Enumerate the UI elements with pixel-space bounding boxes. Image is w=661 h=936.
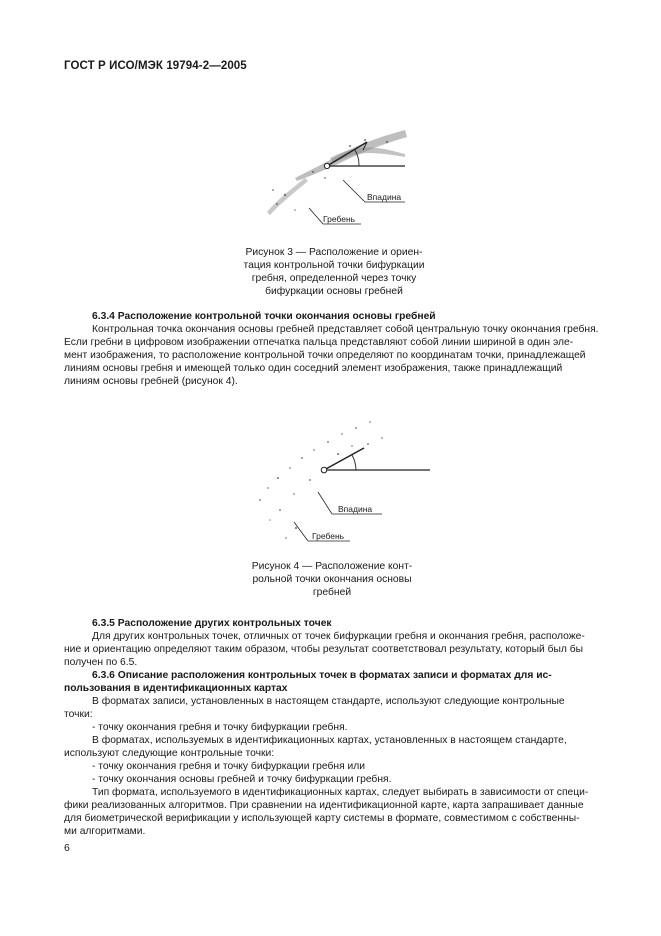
text-line: Тип формата, используемого в идентификационных картах, следует выбирать в зависимости от специ- <box>92 787 589 798</box>
figure-3-diagram <box>255 120 430 240</box>
text-line: линиям основы гребней (рисунок 4). <box>64 376 238 387</box>
figure-3-caption <box>240 246 428 298</box>
list-item: - точку окончания гребня и точку бифуркации гребня. <box>92 722 348 733</box>
document-header: ГОСТ Р ИСО/МЭК 19794-2—2005 <box>64 60 247 72</box>
text-line: точки: <box>64 709 93 720</box>
section-6-3-6-heading-line2: пользования в идентификационных картах <box>64 683 288 694</box>
text-line: Для других контрольных точек, отличных от точек бифуркации гребня и окончания гребня, расположе- <box>92 631 585 642</box>
text-line: В форматах записи, установленных в настоящем стандарте, используют следующие контрольные <box>92 696 565 707</box>
figure-3-caption-line: Рисунок 3 — Расположение и ориен- <box>245 247 423 258</box>
text-line: ние и ориентацию определяют таким образом, чтобы результат соответствовал результату, который был бы <box>64 644 584 655</box>
text-line: В форматах, используемых в идентификационных картах, установленных в настоящем стандарте, <box>92 735 567 746</box>
figure-3-svg <box>255 120 430 240</box>
section-6-3-5-heading: 6.3.5 Расположение других контрольных точек <box>92 618 332 629</box>
section-6-3-6-heading-line1: 6.3.6 Описание расположения контрольных точек в форматах записи и форматах для ис- <box>92 670 552 681</box>
figure-4-caption-line: рольной точки окончания основы <box>252 574 412 585</box>
text-line: фики реализованных алгоритмов. При сравнении на идентификационной карте, карта запрашивает данные <box>64 800 584 811</box>
figure-3-caption-line: гребня, определенной через точку <box>251 273 417 284</box>
section-6-3-6 <box>64 669 600 838</box>
text-line: линиям основы гребня и имеющей только один соседний элемент изображения, также принадлежащий <box>64 363 563 374</box>
section-6-3-4-heading: 6.3.4 Расположение контрольной точки окончания основы гребней <box>92 311 436 322</box>
page-number: 6 <box>64 842 70 854</box>
section-6-3-4 <box>64 310 600 388</box>
figure-3-label-valley: Впадина <box>367 192 402 202</box>
section-6-3-5 <box>64 617 600 669</box>
figure-4-label-ridge: Гребень <box>312 531 345 541</box>
text-line: ми алгоритмами. <box>64 826 146 837</box>
text-line: Контрольная точка окончания основы гребней представляет собой центральную точку окончания гребня. <box>92 324 599 335</box>
figure-3-caption-line: бифуркации основы гребней <box>265 286 403 297</box>
figure-4-svg <box>250 410 440 555</box>
section-6-3-4-paragraph <box>64 323 600 388</box>
figure-3-caption-line: тация контрольной точки бифуркации <box>243 260 425 271</box>
figure-4-diagram <box>250 410 440 555</box>
list-item: - точку окончания гребня и точку бифуркации гребня или <box>92 761 366 772</box>
text-line: получен по 6.5. <box>64 657 138 668</box>
figure-4-label-valley: Впадина <box>338 504 373 514</box>
text-line: Если гребни в цифровом изображении отпечатка пальца представляют собой линии шириной в один эле- <box>64 337 574 348</box>
text-line: для биометрической верификации у использующей карту системы в формате, совместимом с собственны- <box>64 813 580 824</box>
text-line: мент изображения, то расположение контрольной точки определяют по координатам точки, принадлежащей <box>64 350 586 361</box>
figure-4-caption-line: Рисунок 4 — Расположение конт- <box>251 561 413 572</box>
text-line: используют следующие контрольные точки: <box>64 748 275 759</box>
figure-4-caption <box>236 560 428 599</box>
list-item: - точку окончания основы гребней и точку бифуркации гребня. <box>92 774 392 785</box>
figure-3-label-ridge: Гребень <box>323 214 356 224</box>
figure-4-caption-line: гребней <box>312 587 352 598</box>
